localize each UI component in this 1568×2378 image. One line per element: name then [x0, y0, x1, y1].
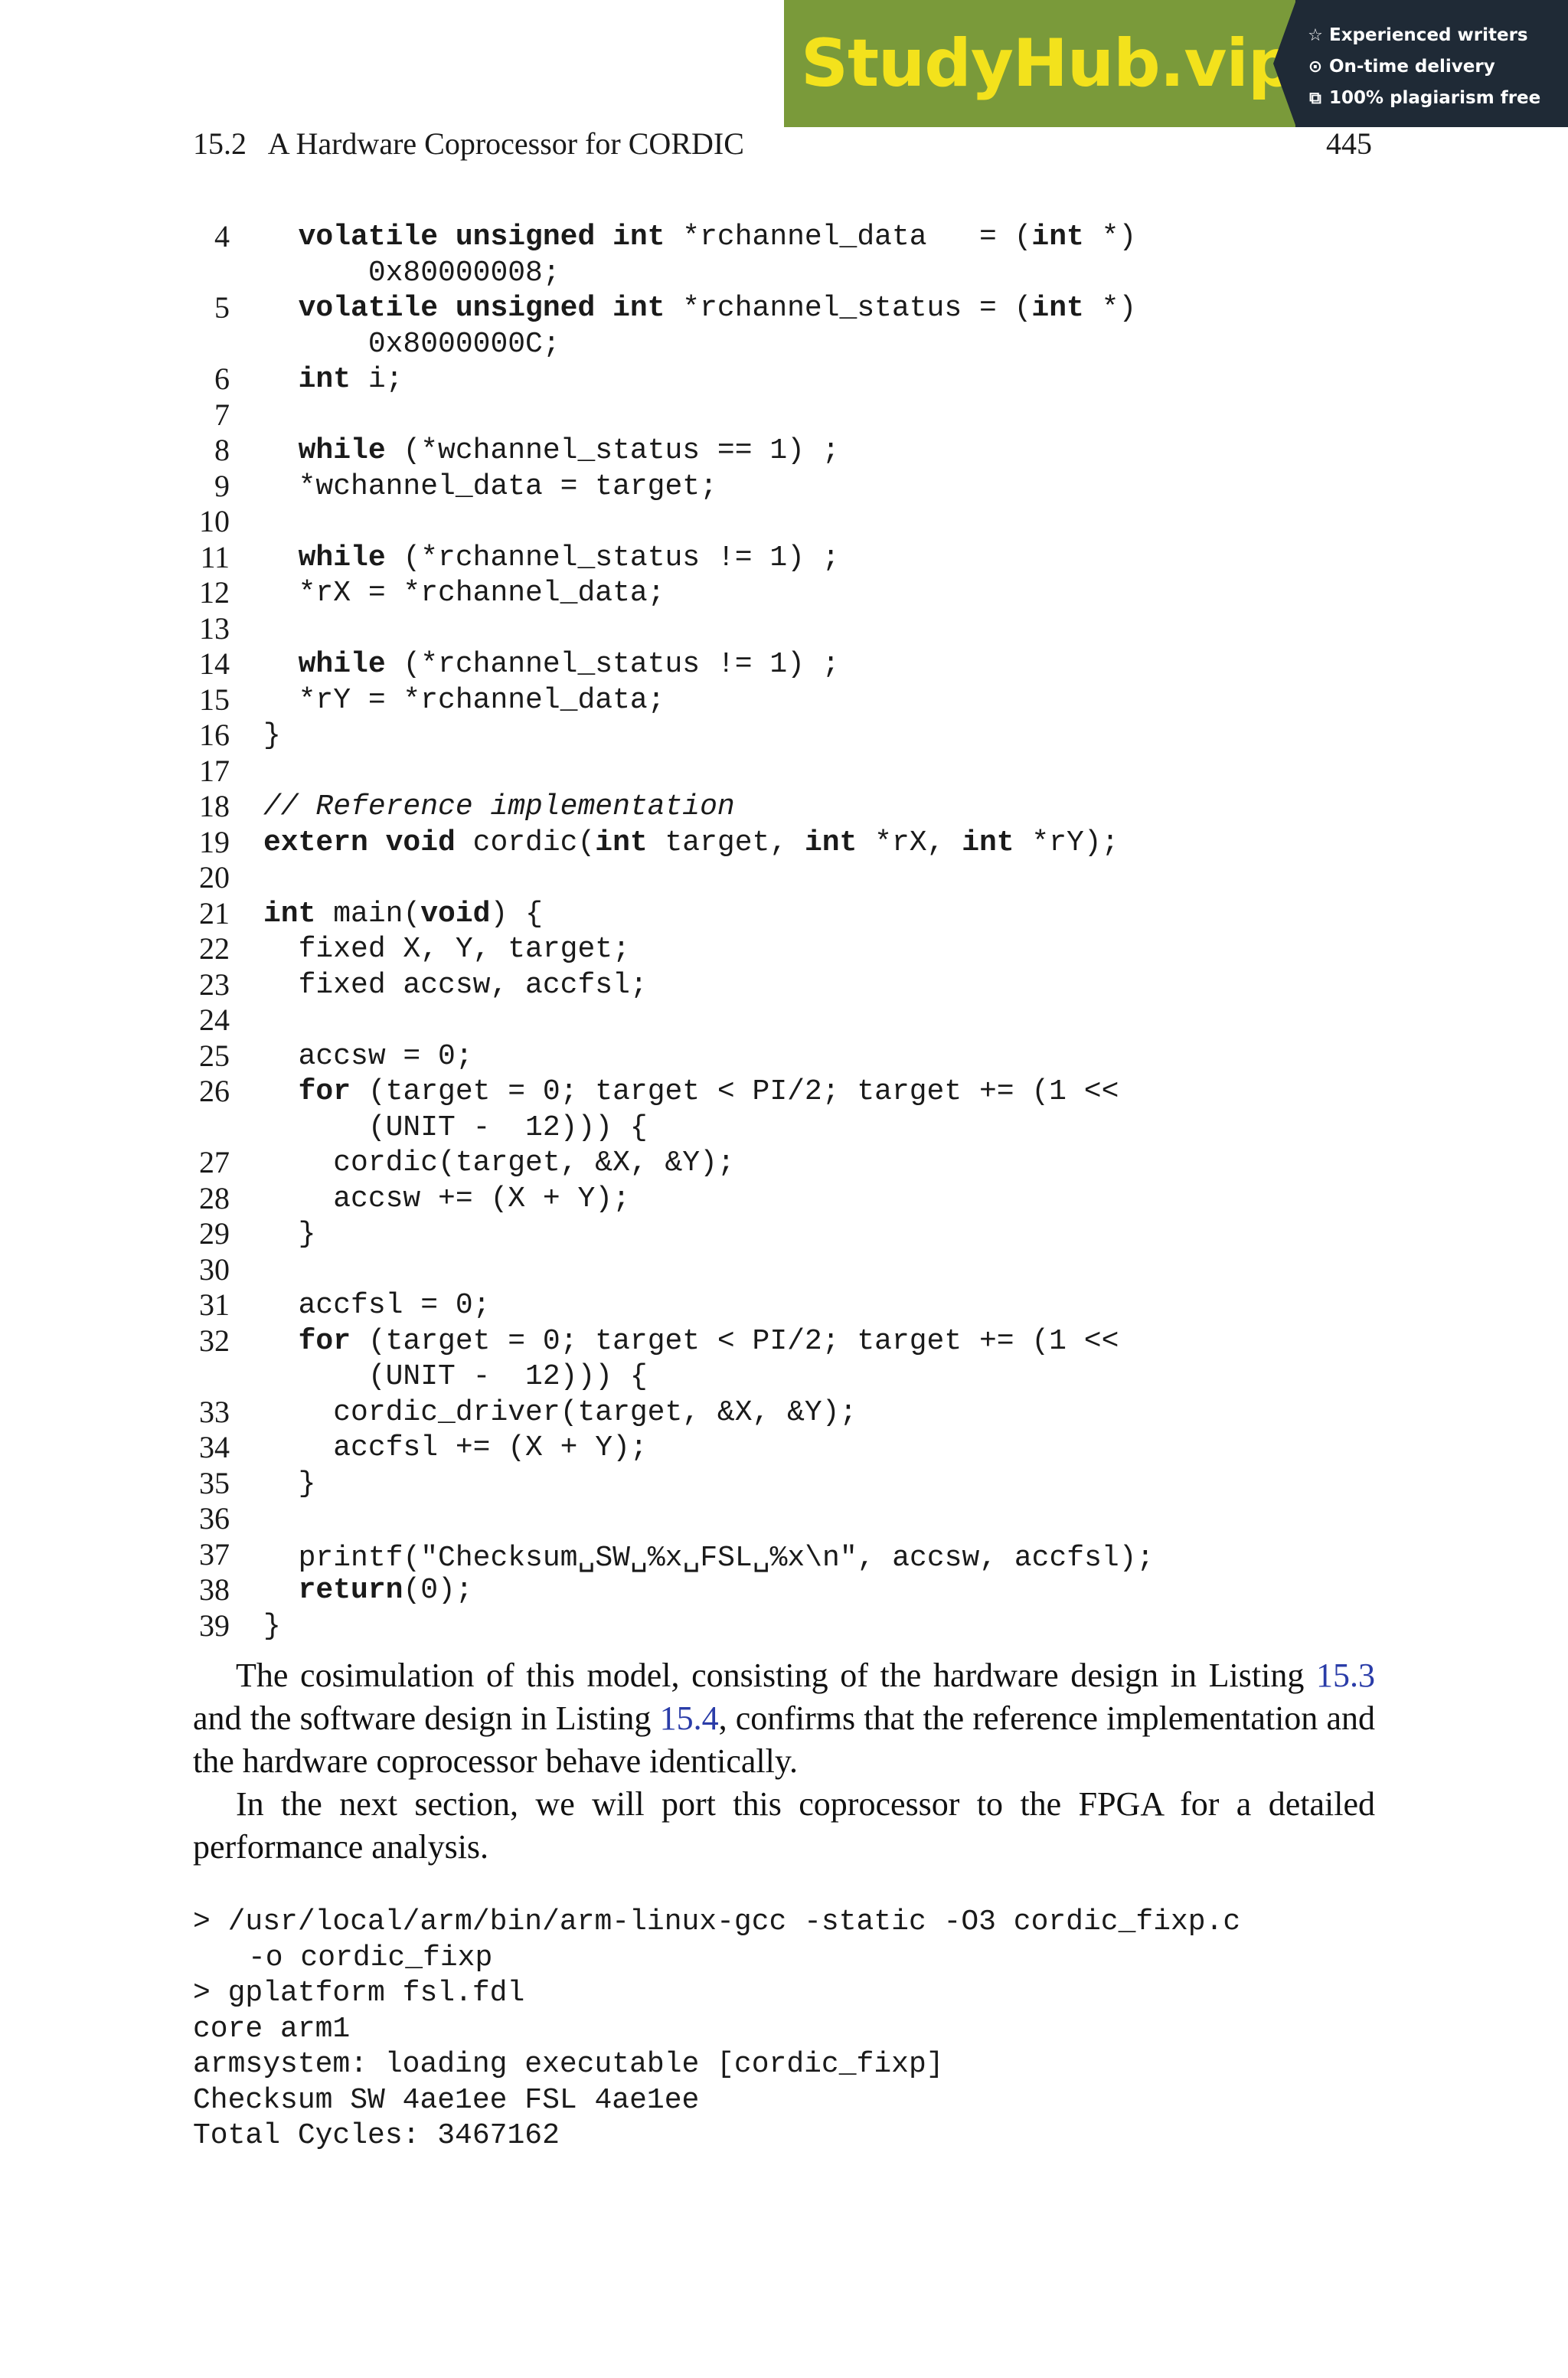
feature-item [1306, 83, 1568, 114]
line-number: 24 [199, 1003, 230, 1037]
console-line: Checksum SW 4ae1ee FSL 4ae1ee [193, 2083, 700, 2117]
code-text: while (*rchannel_status != 1) ; [298, 541, 840, 574]
line-number: 22 [199, 931, 230, 966]
line-number: 38 [199, 1572, 230, 1607]
line-number: 34 [199, 1430, 230, 1464]
code-text: volatile unsigned int *rchannel_status = (int *) [298, 292, 1137, 325]
code-text: *rY = *rchannel_data; [263, 683, 665, 717]
line-number: 32 [199, 1323, 230, 1358]
paragraph: The cosimulation of this model, consisting of the hardware design in Listing 15.3 and the software design in Listing 15.4, confirms that the reference implementation and the hardware coprocessor behave identically. [193, 1657, 1376, 1780]
listing-reference-link[interactable]: 15.4 [659, 1699, 719, 1737]
running-head-section: 15.2 A Hardware Coprocessor for CORDIC [193, 126, 744, 161]
code-line [0, 1040, 1568, 1076]
line-number: 11 [200, 539, 230, 574]
code-line [0, 1431, 1568, 1467]
studyhub-logo[interactable] [784, 0, 1295, 127]
code-line [0, 1004, 1568, 1040]
code-listing [0, 221, 1568, 1645]
code-text: while (*rchannel_status != 1) ; [298, 648, 840, 681]
code-keyword: for [298, 1324, 351, 1358]
code-keyword: extern void [263, 826, 456, 859]
line-number: 36 [199, 1501, 230, 1536]
code-line [0, 1536, 1568, 1575]
code-keyword: while [298, 541, 386, 574]
code-line [0, 1289, 1568, 1325]
code-line [0, 610, 1568, 649]
line-number: 9 [214, 468, 230, 503]
line-number: 31 [199, 1287, 230, 1322]
line-number: 8 [214, 433, 230, 467]
logo-text: StudyHub.vip [801, 25, 1295, 102]
code-line [0, 1111, 1568, 1147]
line-number: 4 [214, 219, 230, 254]
line-number: 33 [199, 1394, 230, 1429]
code-line [0, 1396, 1568, 1432]
console-line: armsystem: loading executable [cordic_fixp] [193, 2048, 944, 2081]
feature-label: On-time delivery [1329, 57, 1495, 77]
code-line [0, 1251, 1568, 1290]
code-text: *wchannel_data = target; [263, 469, 717, 503]
code-line [0, 1574, 1568, 1610]
code-line [0, 933, 1568, 969]
code-text [263, 790, 735, 823]
code-line [0, 221, 1568, 257]
listing-reference-link[interactable]: 15.3 [1316, 1657, 1375, 1694]
line-number: 19 [199, 824, 230, 859]
code-keyword: int [962, 826, 1014, 859]
line-number: 28 [199, 1180, 230, 1215]
code-line [0, 1467, 1568, 1503]
code-text: accfsl += (X + Y); [263, 1431, 648, 1464]
code-line [0, 257, 1568, 293]
line-number: 21 [199, 895, 230, 931]
line-number: 39 [199, 1608, 230, 1643]
body-text [193, 1654, 1375, 1869]
code-keyword: for [298, 1075, 351, 1108]
code-keyword: int [595, 826, 648, 859]
code-line [0, 969, 1568, 1005]
code-line [0, 1075, 1568, 1111]
code-text: fixed X, Y, target; [263, 933, 630, 966]
code-text: for (target = 0; target < PI/2; target += (1 << [298, 1075, 1119, 1108]
code-text: printf("Checksum␣SW␣%x␣FSL␣%x\n", accsw, accfsl); [263, 1541, 1155, 1575]
code-line [0, 719, 1568, 755]
line-number: 35 [199, 1465, 230, 1500]
code-keyword: while [298, 648, 386, 681]
console-line: > /usr/local/arm/bin/arm-linux-gcc -static -O3 cordic_fixp.c [193, 1905, 1241, 1938]
line-number: 37 [199, 1536, 230, 1572]
code-comment: // Reference implementation [263, 790, 735, 823]
code-line [0, 470, 1568, 506]
line-number: 5 [214, 290, 230, 325]
code-line [0, 862, 1568, 898]
code-text: } [263, 1609, 281, 1643]
console-line: Total Cycles: 3467162 [193, 2119, 560, 2152]
code-text: } [263, 1218, 316, 1251]
line-number: 26 [199, 1074, 230, 1108]
code-line [0, 1218, 1568, 1254]
console-line: > gplatform fsl.fdl [193, 1977, 525, 2010]
line-number: 6 [214, 361, 230, 396]
code-line [0, 790, 1568, 826]
code-line [0, 826, 1568, 862]
code-keyword: int [263, 897, 316, 931]
code-text: int main(void) { [263, 897, 543, 931]
line-number: 25 [199, 1038, 230, 1073]
code-keyword: void [420, 897, 491, 931]
code-line [0, 328, 1568, 364]
code-text: extern void cordic(int target, int *rX, int *rY); [263, 826, 1119, 859]
code-line [0, 363, 1568, 399]
code-text: cordic(target, &X, &Y); [263, 1146, 735, 1179]
line-number: 27 [199, 1145, 230, 1179]
line-number: 14 [199, 646, 230, 681]
code-keyword: int [298, 363, 351, 396]
line-number: 7 [214, 397, 230, 432]
code-line [0, 577, 1568, 613]
feature-label: Experienced writers [1329, 25, 1528, 45]
code-line [0, 541, 1568, 577]
line-number: 13 [199, 610, 230, 646]
code-text: accsw = 0; [263, 1039, 473, 1073]
code-text: volatile unsigned int *rchannel_data = (int *) [298, 221, 1137, 254]
code-line [0, 505, 1568, 541]
code-keyword: int [804, 826, 858, 859]
code-text: fixed accsw, accfsl; [263, 968, 648, 1002]
code-line [0, 399, 1568, 435]
line-number: 23 [199, 967, 230, 1002]
feature-item [1306, 20, 1568, 51]
code-text: } [263, 719, 281, 752]
line-number: 20 [199, 860, 230, 895]
code-text: *rX = *rchannel_data; [263, 577, 665, 610]
line-number: 18 [199, 789, 230, 823]
page-number: 445 [1326, 126, 1372, 161]
code-text: accsw += (X + Y); [263, 1182, 630, 1215]
code-line [0, 895, 1568, 934]
code-line [0, 684, 1568, 720]
code-keyword: int [1031, 292, 1084, 325]
code-line [0, 1182, 1568, 1218]
code-keyword: int [1031, 221, 1084, 254]
line-number: 30 [199, 1251, 230, 1287]
code-line [0, 1146, 1568, 1182]
code-text: while (*wchannel_status == 1) ; [298, 434, 840, 467]
code-line [0, 434, 1568, 470]
feature-item [1306, 51, 1568, 83]
line-number: 12 [199, 575, 230, 610]
code-text: int i; [298, 363, 403, 396]
clock-icon: ⊙ [1308, 57, 1323, 77]
paragraph: In the next section, we will port this coprocessor to the FPGA for a detailed performance analysis. [193, 1785, 1375, 1866]
code-line [0, 755, 1568, 791]
code-keyword: while [298, 434, 386, 467]
code-text: (UNIT - 12))) { [263, 1360, 648, 1393]
console-line: core arm1 [193, 2012, 351, 2046]
feature-label: 100% plagiarism free [1329, 88, 1541, 108]
code-text: return(0); [298, 1574, 473, 1607]
studyhub-banner[interactable] [784, 0, 1568, 127]
code-text: cordic_driver(target, &X, &Y); [263, 1395, 858, 1429]
code-line [0, 1610, 1568, 1646]
code-line [0, 292, 1568, 328]
code-line [0, 1325, 1568, 1361]
line-number: 29 [199, 1216, 230, 1251]
code-line [0, 648, 1568, 684]
code-text: 0x8000000C; [263, 327, 560, 361]
copy-icon: ⧉ [1309, 89, 1321, 108]
code-keyword: volatile unsigned int [298, 221, 665, 254]
code-keyword: return [298, 1574, 403, 1607]
code-text: 0x80000008; [263, 256, 560, 289]
code-text: (UNIT - 12))) { [263, 1110, 648, 1144]
line-number: 15 [199, 682, 230, 717]
line-number: 16 [199, 718, 230, 752]
code-text: for (target = 0; target < PI/2; target += (1 << [298, 1324, 1119, 1358]
line-number: 17 [199, 753, 230, 788]
code-line [0, 1360, 1568, 1396]
console-output [193, 1905, 1240, 2155]
code-text: accfsl = 0; [263, 1289, 491, 1322]
star-icon: ☆ [1308, 26, 1323, 45]
line-number: 10 [199, 504, 230, 538]
code-keyword: volatile unsigned int [298, 292, 665, 325]
console-line: -o cordic_fixp [248, 1941, 493, 1974]
feature-list [1295, 0, 1568, 127]
code-line [0, 1503, 1568, 1539]
code-text: } [263, 1467, 316, 1500]
